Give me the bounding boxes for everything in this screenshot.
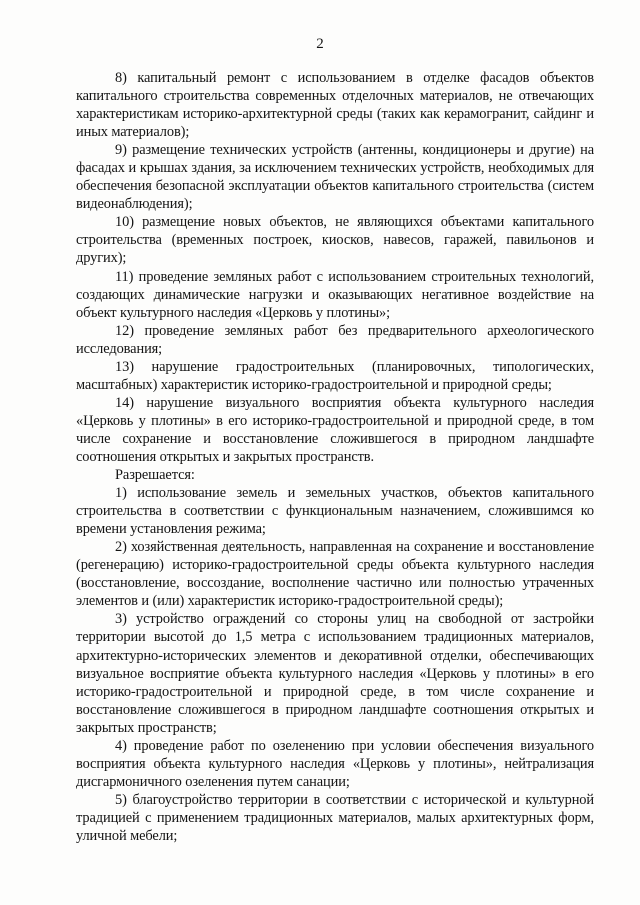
allowed-item-1: 1) использование земель и земельных участков, объектов капитального строительства в соответствии с функциональным назначением, сложившимся ко времени установления режима; <box>76 485 594 538</box>
prohibited-item-13: 13) нарушение градостроительных (планировочных, типологических, масштабных) характеристик историко-градостроительной и природной среды; <box>76 358 594 393</box>
document-body <box>76 69 594 845</box>
prohibited-item-12: 12) проведение земляных работ без предварительного археологического исследования; <box>76 322 594 357</box>
prohibited-item-9: 9) размещение технических устройств (антенны, кондиционеры и другие) на фасадах и крышах здания, за исключением технических устройств, необходимых для обеспечения безопасной эксплуатации объектов капитального строительства (систем видеонаблюдения); <box>76 142 594 213</box>
allowed-item-4: 4) проведение работ по озеленению при условии обеспечения визуального восприятия объекта культурного наследия «Церковь у плотины», нейтрализация дисгармоничного озеленения путем санации; <box>76 737 594 790</box>
prohibited-item-10: 10) размещение новых объектов, не являющихся объектами капитального строительства (временных построек, киосков, навесов, гаражей, павильонов и других); <box>76 214 594 267</box>
prohibited-item-11: 11) проведение земляных работ с использованием строительных технологий, создающих динамические нагрузки и оказывающих негативное воздействие на объект культурного наследия «Церковь у плотины»; <box>76 268 594 321</box>
allowed-item-3: 3) устройство ограждений со стороны улиц на свободной от застройки территории высотой до 1,5 метра с использованием традиционных материалов, архитектурно-исторических элементов и декоративной отделки, обеспечивающих визуальное восприятие объекта культурного наследия «Церковь у плотины» в его историко-градостроительной и природной среде, в том числе сохранение и восстановление сложившегося в природном ландшафте соотношения открытых и закрытых пространств; <box>76 611 594 736</box>
page-number: 2 <box>316 36 324 52</box>
allowed-item-2: 2) хозяйственная деятельность, направленная на сохранение и восстановление (регенерацию) историко-градостроительной среды объекта культурного наследия (восстановление, воссоздание, восполнение частично или полностью утраченных элементов и (или) характеристик историко-градостроительной среды); <box>76 539 594 610</box>
prohibited-item-8: 8) капитальный ремонт с использованием в отделке фасадов объектов капитального строительства современных отделочных материалов, не отвечающих характеристикам историко-архитектурной среды (таких как керамогранит, сайдинг и иных материалов); <box>76 70 594 141</box>
prohibited-item-14: 14) нарушение визуального восприятия объекта культурного наследия «Церковь у плотины» в его историко-градостроительной и природной среде, в том числе сохранение и восстановление сложившегося в природном ландшафте соотношения открытых и закрытых пространств. <box>76 394 594 465</box>
allowed-item-5: 5) благоустройство территории в соответствии с исторической и культурной традицией с применением традиционных материалов, малых архитектурных форм, уличной мебели; <box>76 791 594 844</box>
allowed-heading: Разрешается: <box>115 467 195 484</box>
